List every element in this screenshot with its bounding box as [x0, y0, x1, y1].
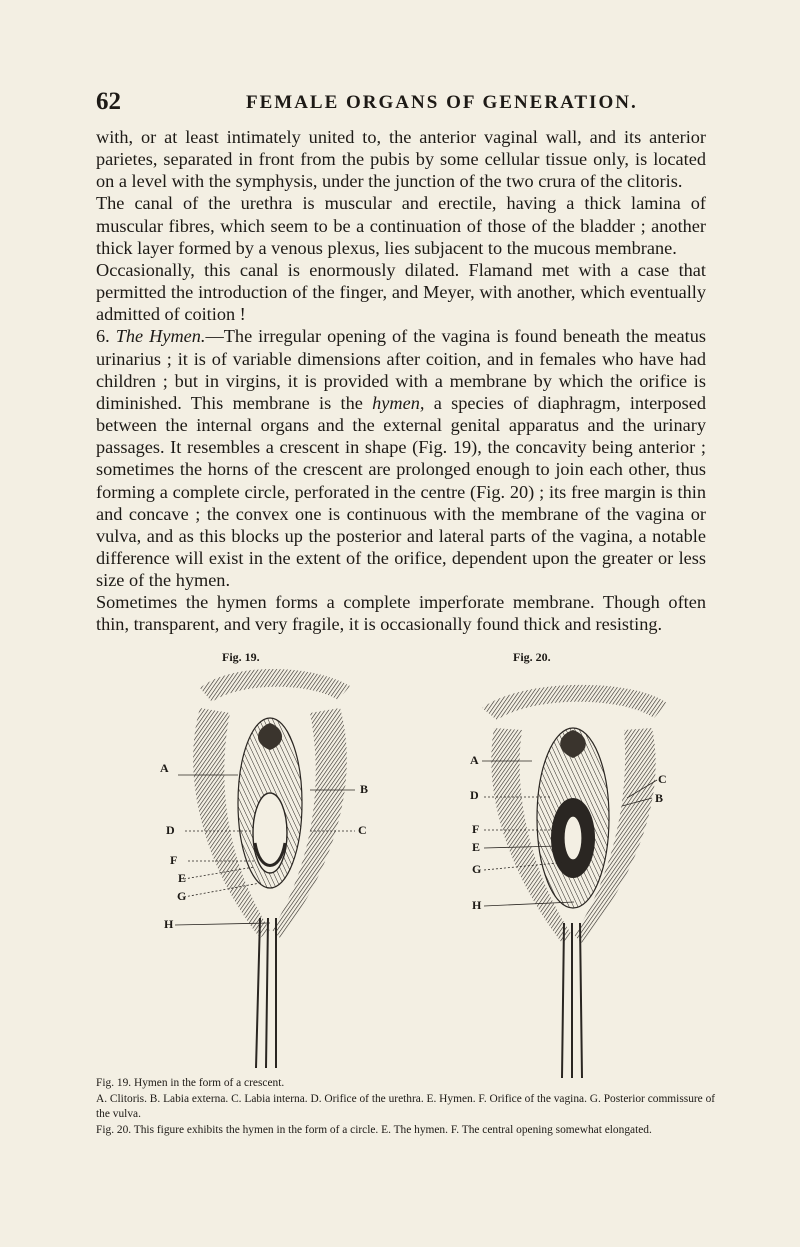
figure-caption	[96, 1076, 716, 1138]
fig20-letter-a: A	[470, 753, 479, 767]
figure-19-illustration	[160, 668, 380, 1068]
fig19-caption-legend: A. Clitoris. B. Labia externa. C. Labia interna. D. Orifice of the urethra. E. Hymen. F. Orifice of the vagina. G. Posterior commissure of the vulva.	[96, 1092, 716, 1121]
fig20-engraving	[462, 668, 682, 1078]
fig19-caption-title: Fig. 19. Hymen in the form of a crescent.	[96, 1077, 285, 1089]
fig20-letter-e: E	[472, 840, 481, 854]
paragraph-3: Occasionally, this canal is enormously dilated. Flamand met with a case that permitted the introduction of the finger, and Meyer, with another, which eventually admitted of coition !	[96, 259, 706, 325]
paragraph-4-rest: a species of diaphragm, interposed between the internal organs and the external genital apparatus and the urinary passages. It resembles a crescent in shape (Fig. 19), the concavity being anterior ; sometimes the horns of the crescent are prolonged enough to join each other, thus forming a complete circle, perforated in the centre (Fig. 20) ; its free margin is thin and concave ; the convex one is continuous with the membrane of the vagina or vulva, and as this blocks up the posterior and lateral parts of the vagina, a notable difference will exist in the extent of the orifice, dependent upon the greater or less size of the hymen.	[96, 392, 706, 591]
fig19-letter-g: G	[177, 889, 187, 903]
fig20-letter-h: H	[472, 898, 482, 912]
figure-20-illustration	[462, 668, 682, 1078]
running-title: FEMALE ORGANS OF GENERATION.	[246, 92, 638, 113]
fig19-letter-d: D	[166, 823, 175, 837]
fig19-letter-b: B	[360, 782, 369, 796]
paragraph-2: The canal of the urethra is muscular and erectile, having a thick lamina of muscular fibres, which seem to be a continuation of those of the bladder ; another thick layer formed by a venous plexus, lies subjacent to the mucous membrane.	[96, 193, 706, 258]
fig20-caption: Fig. 20. This figure exhibits the hymen in the form of a circle. E. The hymen. F. The central opening somewhat elongated.	[96, 1123, 652, 1136]
body-text	[96, 126, 706, 636]
fig20-letter-b: B	[655, 791, 664, 805]
running-head	[96, 88, 706, 116]
fig19-letter-e: E	[178, 871, 187, 885]
section-title: The Hymen.	[115, 326, 206, 347]
fig20-label: Fig. 20.	[513, 650, 551, 664]
fig19-letter-h: H	[164, 917, 174, 931]
paragraph-5: Sometimes the hymen forms a complete imperforate membrane. Though often thin, transparent, and very fragile, it is occasionally found thick and resisting.	[96, 592, 706, 635]
paragraph-4-text: —The irregular opening of the vagina is found beneath the meatus urinarius ; it is of variable dimensions after coition, and in females who have had children ; but in virgins, it is provided with a membrane by which the orifice is diminished. This membrane is the	[96, 326, 707, 413]
page-number: 62	[96, 88, 121, 115]
fig19-letter-f: F	[170, 853, 178, 867]
fig20-letter-c: C	[658, 772, 667, 786]
fig19-label: Fig. 19.	[222, 650, 260, 664]
fig20-letter-g: G	[472, 862, 482, 876]
fig19-engraving	[160, 668, 380, 1068]
paragraph-4	[96, 325, 706, 591]
fig19-letter-c: C	[358, 823, 367, 837]
paragraph-1: with, or at least intimately united to, the anterior vaginal wall, and its anterior parietes, separated in front from the pubis by some cellular tissue only, is located on a level with the symphysis, under the junction of the two crura of the clitoris.	[96, 127, 706, 192]
fig20-letter-f: F	[472, 822, 480, 836]
section-number: 6.	[96, 326, 110, 347]
fig20-letter-d: D	[470, 788, 479, 802]
hymen-term: hymen,	[372, 392, 425, 413]
fig19-letter-a: A	[160, 761, 169, 775]
